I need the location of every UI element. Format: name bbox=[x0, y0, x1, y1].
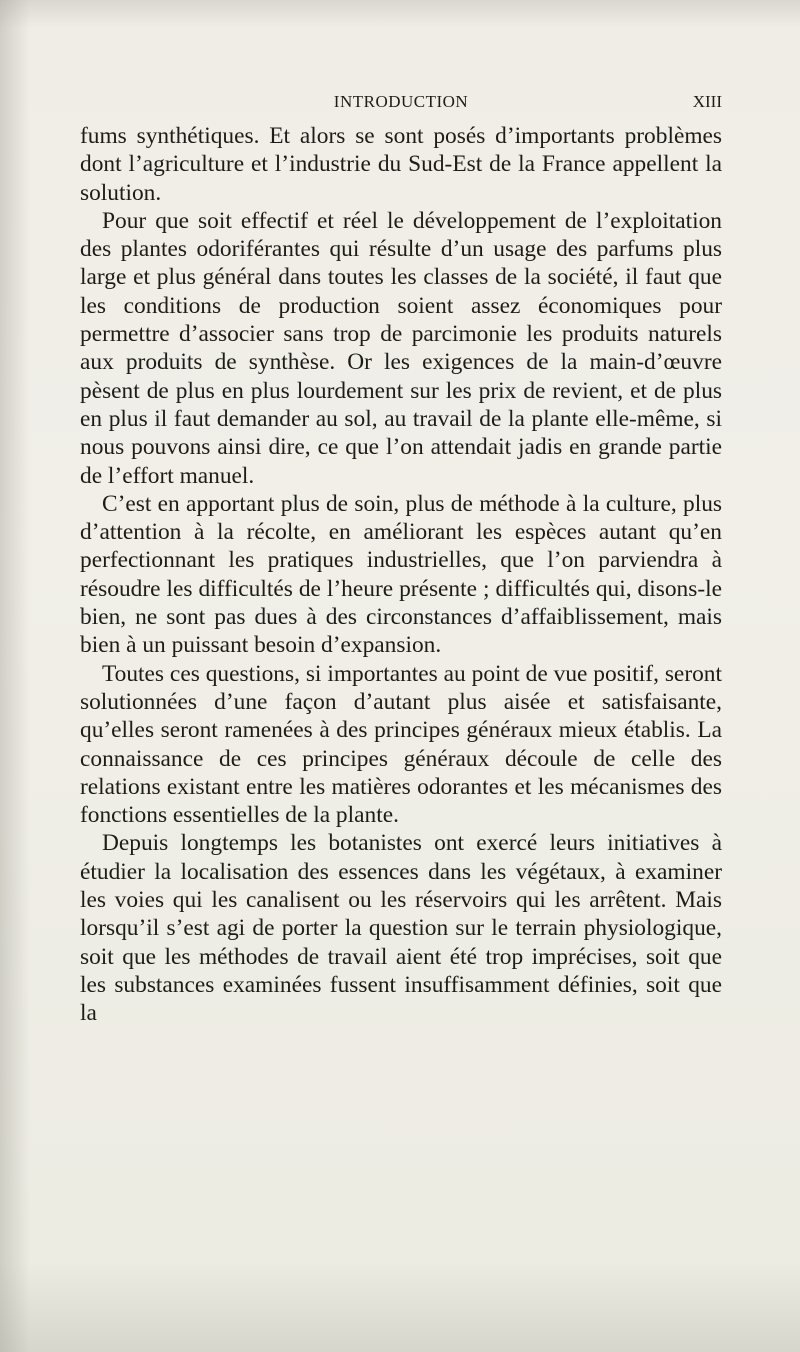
page-top-shadow bbox=[0, 0, 800, 28]
paragraph-3: C’est en apportant plus de soin, plus de méthode à la culture, plus d’attention à la récolte, en améliorant les espèces autant qu’en perfectionnant les pratiques industrielles, que l’on parviendra à résoudre les difficultés de l’heure présente ; difficultés qui, disons-le bien, ne sont pas dues à des circonstances d’affaiblissement, mais bien à un puissant besoin d’expansion. bbox=[80, 490, 722, 659]
body-text bbox=[80, 122, 722, 1028]
paragraph-1: fums synthétiques. Et alors se sont posés d’importants problèmes dont l’agriculture et l’industrie du Sud-Est de la France appellent la solution. bbox=[80, 123, 722, 206]
page-left-shadow bbox=[0, 0, 30, 1352]
running-title: INTRODUCTION bbox=[333, 92, 469, 111]
paragraph-4: Toutes ces questions, si importantes au point de vue positif, seront solutionnées d’une façon d’autant plus aisée et satisfaisante, qu’elles seront ramenées à des principes généraux mieux établis. La connaissance de ces principes généraux découle de celle des relations existant entre les matières odorantes et les mécanismes des fonctions essentielles de la plante. bbox=[80, 660, 722, 829]
page-bottom-shadow bbox=[0, 1262, 800, 1352]
paragraph-2: Pour que soit effectif et réel le développement de l’exploitation des plantes odoriférantes qui résulte d’un usage des parfums plus large et plus général dans toutes les classes de la société, il faut que les conditions de production soient assez économiques pour permettre d’associer sans trop de parcimonie les produits naturels aux produits de synthèse. Or les exigences de la main-d’œuvre pèsent de plus en plus lourdement sur les prix de revient, et de plus en plus il faut demander au sol, au travail de la plante elle-même, si nous pouvons ainsi dire, ce que l’on attendait jadis en grande partie de l’effort manuel. bbox=[80, 207, 722, 489]
page-number: XIII bbox=[692, 92, 722, 111]
paragraph-5: Depuis longtemps les botanistes ont exercé leurs initiatives à étudier la localisation des essences dans les végétaux, à examiner les voies qui les canalisent ou les réservoirs qui les arrêtent. Mais lorsqu’il s’est agi de porter la question sur le terrain physiologique, soit que les méthodes de travail aient été trop imprécises, soit que les substances examinées fussent insuffisamment définies, soit que la bbox=[80, 830, 722, 1027]
page-header bbox=[80, 92, 722, 116]
